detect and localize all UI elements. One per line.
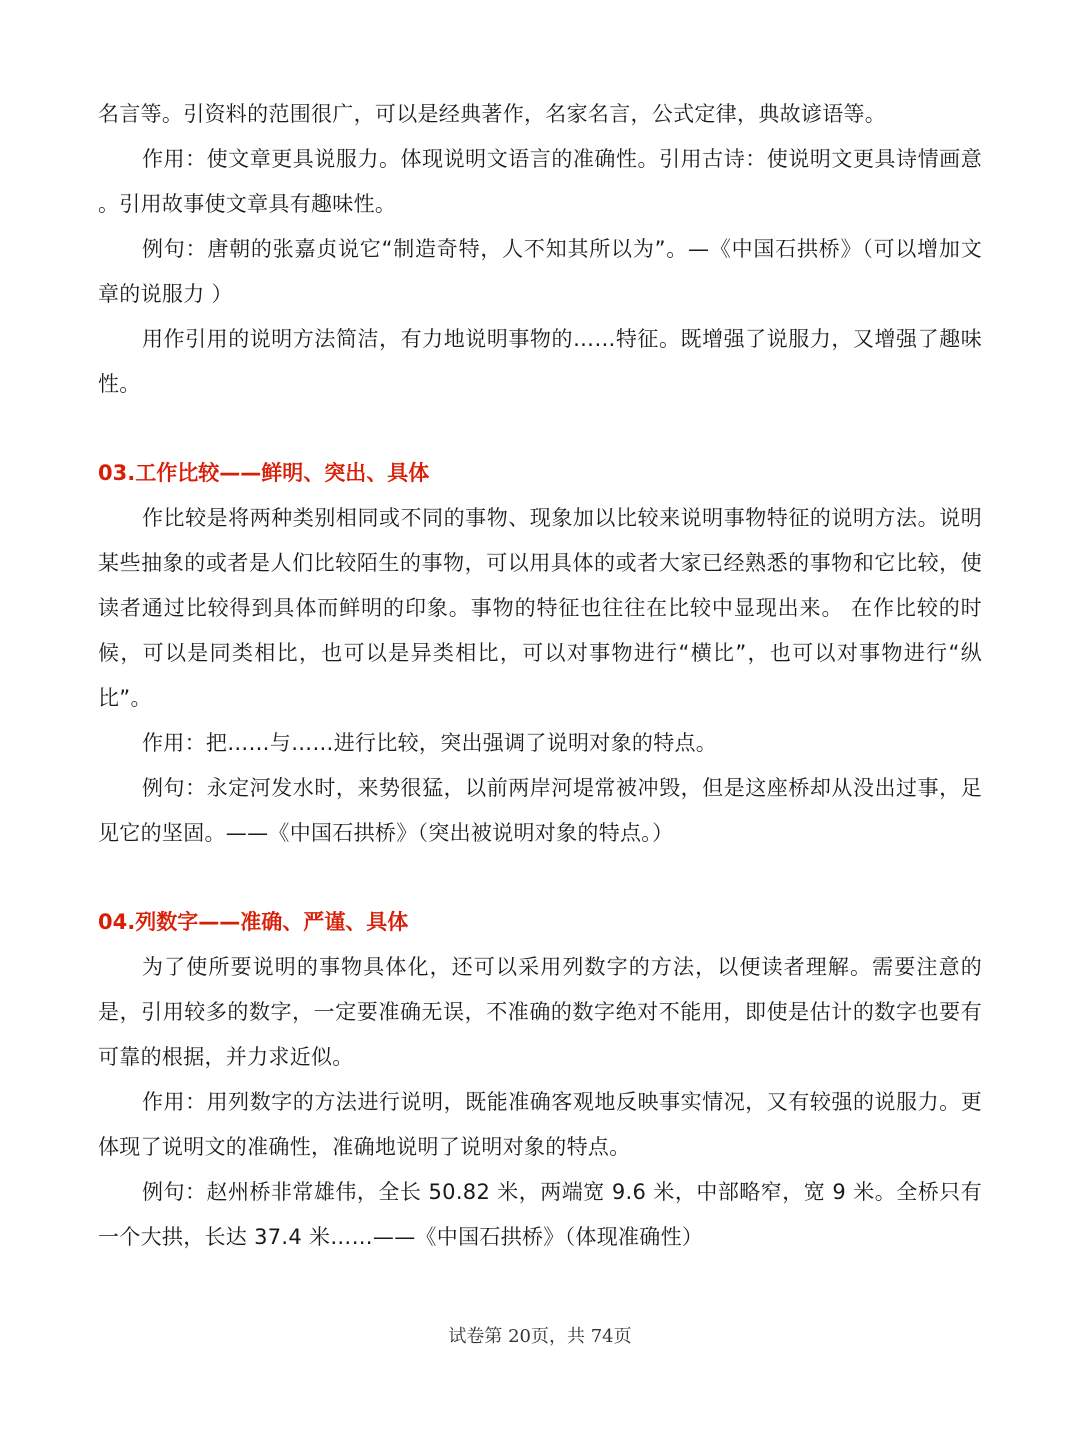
document-body: [98, 92, 982, 1260]
section-spacer: [98, 856, 982, 900]
paragraph-citation-scope: 名言等。引资料的范围很广，可以是经典著作，名家名言，公式定律，典故谚语等。: [98, 102, 887, 126]
section-spacer: [98, 407, 982, 451]
paragraph-numbers-example: 例句：赵州桥非常雄伟，全长 50.82 米，两端宽 9.6 米，中部略窄，宽 9 米。全桥只有一个大拱，长达 37.4 米……——《中国石拱桥》（体现准确性）: [98, 1180, 982, 1249]
page-footer: 试卷第 20页，共 74页: [448, 1326, 632, 1347]
section-heading-numbers: 04.列数字——准确、严谨、具体: [98, 910, 409, 934]
paragraph-comparison-example: 例句：永定河发水时，来势很猛，以前两岸河堤常被冲毁，但是这座桥却从没出过事，足见它的坚固。——《中国石拱桥》（突出被说明对象的特点。）: [98, 776, 982, 845]
paragraph-numbers-effect: 作用：用列数字的方法进行说明，既能准确客观地反映事实情况，又有较强的说服力。更体现了说明文的准确性，准确地说明了说明对象的特点。: [98, 1090, 982, 1159]
paragraph-numbers-definition: 为了使所要说明的事物具体化，还可以采用列数字的方法，以便读者理解。需要注意的是，引用较多的数字，一定要准确无误，不准确的数字绝对不能用，即使是估计的数字也要有可靠的根据，并力求近似。: [98, 955, 982, 1069]
paragraph-citation-answer-template: 用作引用的说明方法简洁，有力地说明事物的……特征。既增强了说服力，又增强了趣味性。: [98, 327, 982, 396]
paragraph-comparison-definition: 作比较是将两种类别相同或不同的事物、现象加以比较来说明事物特征的说明方法。说明某些抽象的或者是人们比较陌生的事物，可以用具体的或者大家已经熟悉的事物和它比较，使读者通过比较得到具体而鲜明的印象。事物的特征也往往在比较中显现出来。 在作比较的时候，可以是同类相比，也可以是异类相比，可以对事物进行“横比”，也可以对事物进行“纵比”。: [98, 506, 982, 710]
paragraph-comparison-effect: 作用：把……与……进行比较，突出强调了说明对象的特点。: [142, 731, 718, 755]
paragraph-citation-example: 例句：唐朝的张嘉贞说它“制造奇特，人不知其所以为”。—《中国石拱桥》（可以增加文章的说服力 ）: [98, 237, 982, 306]
paragraph-citation-effect: 作用：使文章更具说服力。体现说明文语言的准确性。引用古诗：使说明文更具诗情画意 。引用故事使文章具有趣味性。: [98, 147, 982, 216]
section-heading-comparison: 03.工作比较——鲜明、突出、具体: [98, 461, 430, 485]
